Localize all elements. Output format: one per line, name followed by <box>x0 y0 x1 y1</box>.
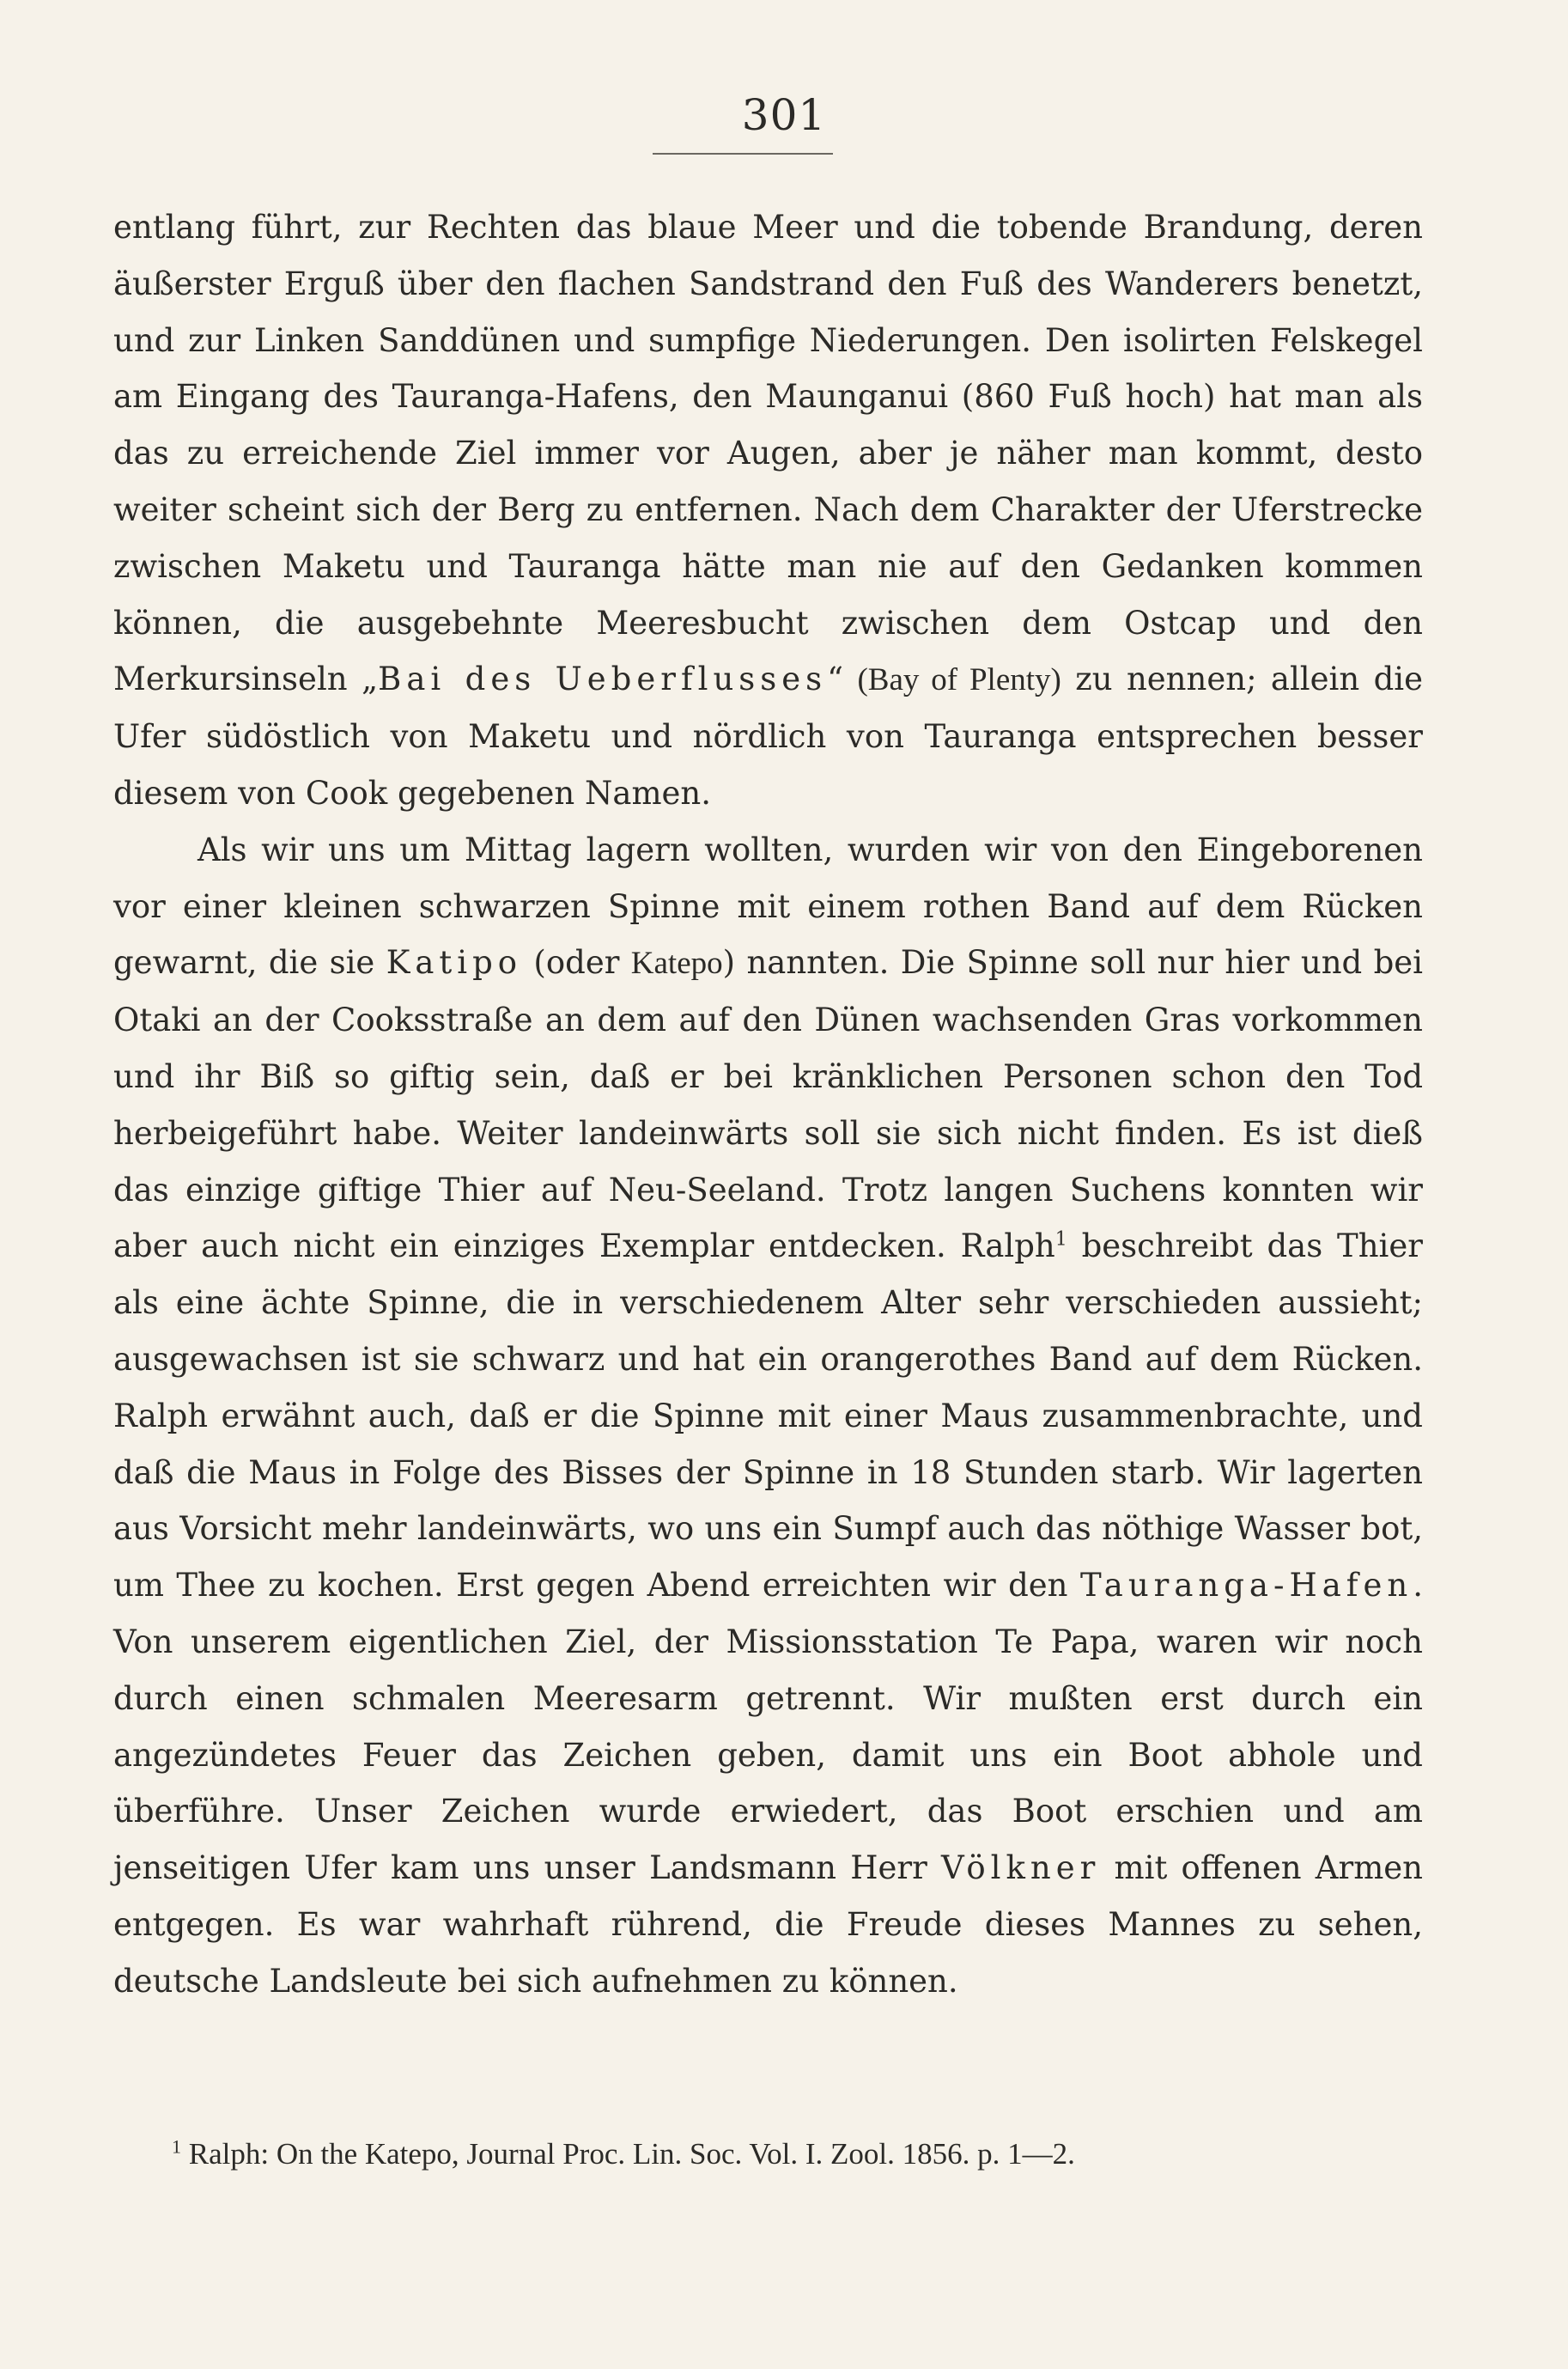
text-run: . Von unserem eigentlichen Ziel, der Missionsstation Te Papa, waren wir noch durch einen schmalen Meeresarm getrennt. Wir mußten erst durch ein angezündetes Feuer das Zeichen geben, damit uns ein Boot abhole und überführe. Unser Zeichen wurde erwiedert, das Boot erschien und am jenseitigen Ufer kam uns unser Landsmann Herr <box>113 1567 1423 1887</box>
text-run: entlang führt, zur Rechten das blaue Meer und die tobende Brandung, deren äußerster Erguß über den flachen Sandstrand den Fuß des Wanderers benetzt, und zur Linken Sanddünen und sumpfige Niederungen. Den isolirten Felskegel am Eingang des Tauranga-Hafens, den Maunganui (860 Fuß hoch) hat man als das zu erreichende Ziel immer vor Augen, aber je näher man kommt, desto weiter scheint sich der Berg zu entfernen. Nach dem Charakter der Uferstrecke zwischen Maketu und Tauranga hätte man nie auf den Gedanken kommen können, die ausgebehnte Meeresbucht zwischen dem Ostcap und den Merkursinseln „ <box>113 209 1423 698</box>
text-run: (oder <box>522 944 631 982</box>
footnote-marker: 1 <box>172 2135 181 2158</box>
emphasized-text: Katipo <box>386 944 523 982</box>
emphasized-text: Tauranga-Hafen <box>1079 1567 1413 1605</box>
emphasized-text: Völkner <box>941 1849 1101 1887</box>
latin-text: Katepo <box>630 946 723 982</box>
text-run: beschreibt das Thier als eine ächte Spinne, die in verschiedenem Alter sehr verschieden aussieht; ausgewachsen ist sie schwarz und hat ein orangerothes Band auf dem Rücken. Ralph erwähnt auch, daß er die Spinne mit einer Maus zusammenbrachte, und daß die Maus in Folge des Bisses der Spinne in 18 Stunden starb. Wir lagerten aus Vorsicht mehr landeinwärts, wo uns ein Sumpf auch das nöthige Wasser bot, um Thee zu kochen. Erst gegen Abend erreichten wir den <box>113 1227 1423 1605</box>
text-run: mit offenen Armen entgegen. Es war wahrhaft rührend, die Freude dieses Mannes zu sehen, deutsche Landsleute bei sich aufnehmen zu können. <box>113 1849 1424 2000</box>
header-rule <box>653 153 833 155</box>
text-run: ) nannten. Die Spinne soll nur hier und bei Otaki an der Cooksstraße an dem auf den Dünen wachsenden Gras vorkommen und ihr Biß so giftig sein, daß er bei kränklichen Personen schon den Tod herbeigeführt habe. Weiter landeinwärts soll sie sich nicht finden. Es ist dieß das einzige giftige Thier auf Neu-Seeland. Trotz langen Suchens konnten wir aber auch nicht ein einziges Exemplar entdecken. Ralph <box>113 944 1423 1265</box>
paragraph-2 <box>113 822 1423 2010</box>
text-run: “ <box>827 661 858 698</box>
paragraph-1 <box>113 199 1423 822</box>
text-run: Als wir uns um Mittag lagern wollten, wurden wir von den Eingeborenen vor einer kleinen schwarzen Spinne mit einem rothen Band auf dem Rücken gewarnt, die sie <box>113 831 1423 982</box>
body-text <box>113 199 1423 2010</box>
page-number: 301 <box>741 90 827 140</box>
emphasized-text: Bai des Ueberflusses <box>378 661 828 698</box>
latin-text: (Bay of Plenty) <box>857 662 1061 698</box>
footnote <box>172 2135 1425 2173</box>
text-run: zu nennen; allein die Ufer südöstlich von Maketu und nördlich von Tauranga entsprechen besser diesem von Cook gegebenen Namen. <box>113 661 1423 812</box>
footnote-reference: 1 <box>1054 1229 1067 1251</box>
footnote-text: Ralph: On the Katepo, Journal Proc. Lin. Soc. Vol. I. Zool. 1856. p. 1—2. <box>188 2137 1075 2171</box>
